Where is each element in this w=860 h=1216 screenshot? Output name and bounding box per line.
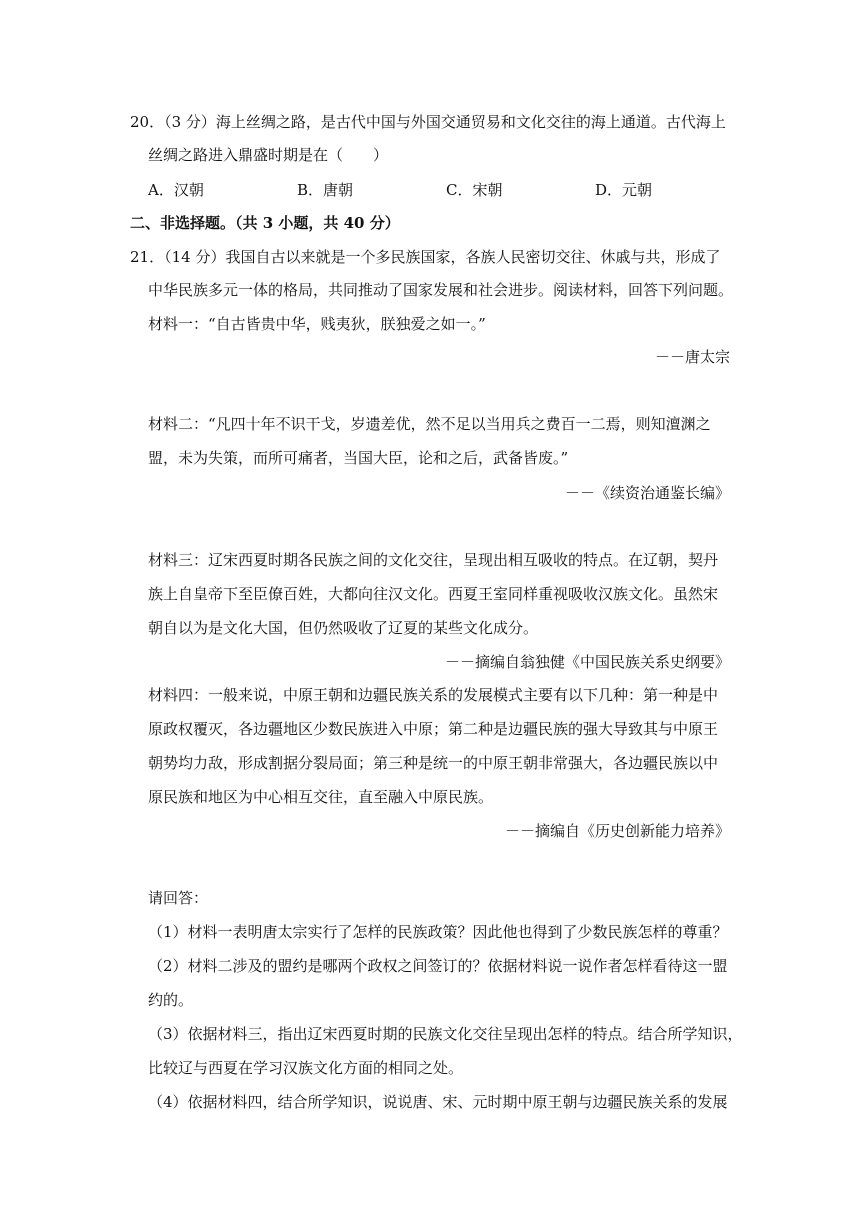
material-2-line-1: 材料二：“凡四十年不识干戈，岁遗差优，然不足以当用兵之费百一二焉，则知澶渊之: [148, 415, 711, 433]
sub-question-2-line-1: （2）材料二涉及的盟约是哪两个政权之间签订的？依据材料说一说作者怎样看待这一盟: [148, 957, 728, 975]
material-4-source: －－摘编自《历史创新能力培养》: [504, 822, 730, 840]
answer-prompt: 请回答：: [148, 889, 209, 907]
q20-line-2: 丝绸之路进入鼎盛时期是在（ ）: [148, 146, 389, 164]
material-2-source: －－《续资治通鉴长编》: [564, 484, 730, 502]
material-4-line-3: 朝势均力敌，形成割据分裂局面；第三种是统一的中原王朝非常强大，各边疆民族以中: [148, 754, 719, 772]
section-2-heading: 二、非选择题。（共 3 小题，共 40 分）: [130, 214, 400, 232]
sub-question-4-line-1: （4）依据材料四，结合所学知识，说说唐、宋、元时期中原王朝与边疆民族关系的发展: [148, 1093, 728, 1111]
material-4-line-4: 原民族和地区为中心相互交往，直至融入中原民族。: [148, 788, 494, 806]
q20-option-c: C．宋朝: [446, 181, 503, 199]
material-3-line-1: 材料三：辽宋西夏时期各民族之间的文化交往，呈现出相互吸收的特点。在辽朝，契丹: [148, 551, 719, 569]
q21-intro-line-1: 21．（14 分）我国自古以来就是一个多民族国家，各族人民密切交往、休戚与共，形成了: [130, 248, 721, 266]
material-3-source: －－摘编自翁独健《中国民族关系史纲要》: [444, 653, 730, 671]
material-3-line-3: 朝自以为是文化大国，但仍然吸收了辽夏的某些文化成分。: [148, 619, 539, 637]
q21-intro-line-2: 中华民族多元一体的格局，共同推动了国家发展和社会进步。阅读材料，回答下列问题。: [148, 281, 734, 299]
sub-question-2-line-2: 约的。: [148, 991, 194, 1009]
material-4-line-1: 材料四：一般来说，中原王朝和边疆民族关系的发展模式主要有以下几种：第一种是中: [148, 686, 719, 704]
q20-line-1: 20．（3 分）海上丝绸之路，是古代中国与外国交通贸易和文化交往的海上通道。古代海上: [130, 113, 726, 131]
material-4-line-2: 原政权覆灭，各边疆地区少数民族进入中原；第二种是边疆民族的强大导致其与中原王: [148, 720, 719, 738]
q20-option-b: B．唐朝: [297, 181, 354, 199]
material-1-source: －－唐太宗: [654, 348, 730, 366]
q20-option-d: D．元朝: [595, 181, 653, 199]
sub-question-1: （1）材料一表明唐太宗实行了怎样的民族政策？因此他也得到了少数民族怎样的尊重？: [148, 923, 728, 941]
material-1-text: 材料一：“自古皆贵中华，贱夷狄，朕独爱之如一。”: [148, 315, 486, 333]
sub-question-3-line-1: （3）依据材料三，指出辽宋西夏时期的民族文化交往呈现出怎样的特点。结合所学知识，: [148, 1025, 743, 1043]
q20-option-a: A．汉朝: [148, 181, 204, 199]
sub-question-3-line-2: 比较辽与西夏在学习汉族文化方面的相同之处。: [148, 1059, 464, 1077]
material-2-line-2: 盟，未为失策，而所可痛者，当国大臣，论和之后，武备皆废。”: [148, 449, 569, 467]
material-3-line-2: 族上自皇帝下至臣僚百姓，大都向往汉文化。西夏王室同样重视吸收汉族文化。虽然宋: [148, 585, 719, 603]
